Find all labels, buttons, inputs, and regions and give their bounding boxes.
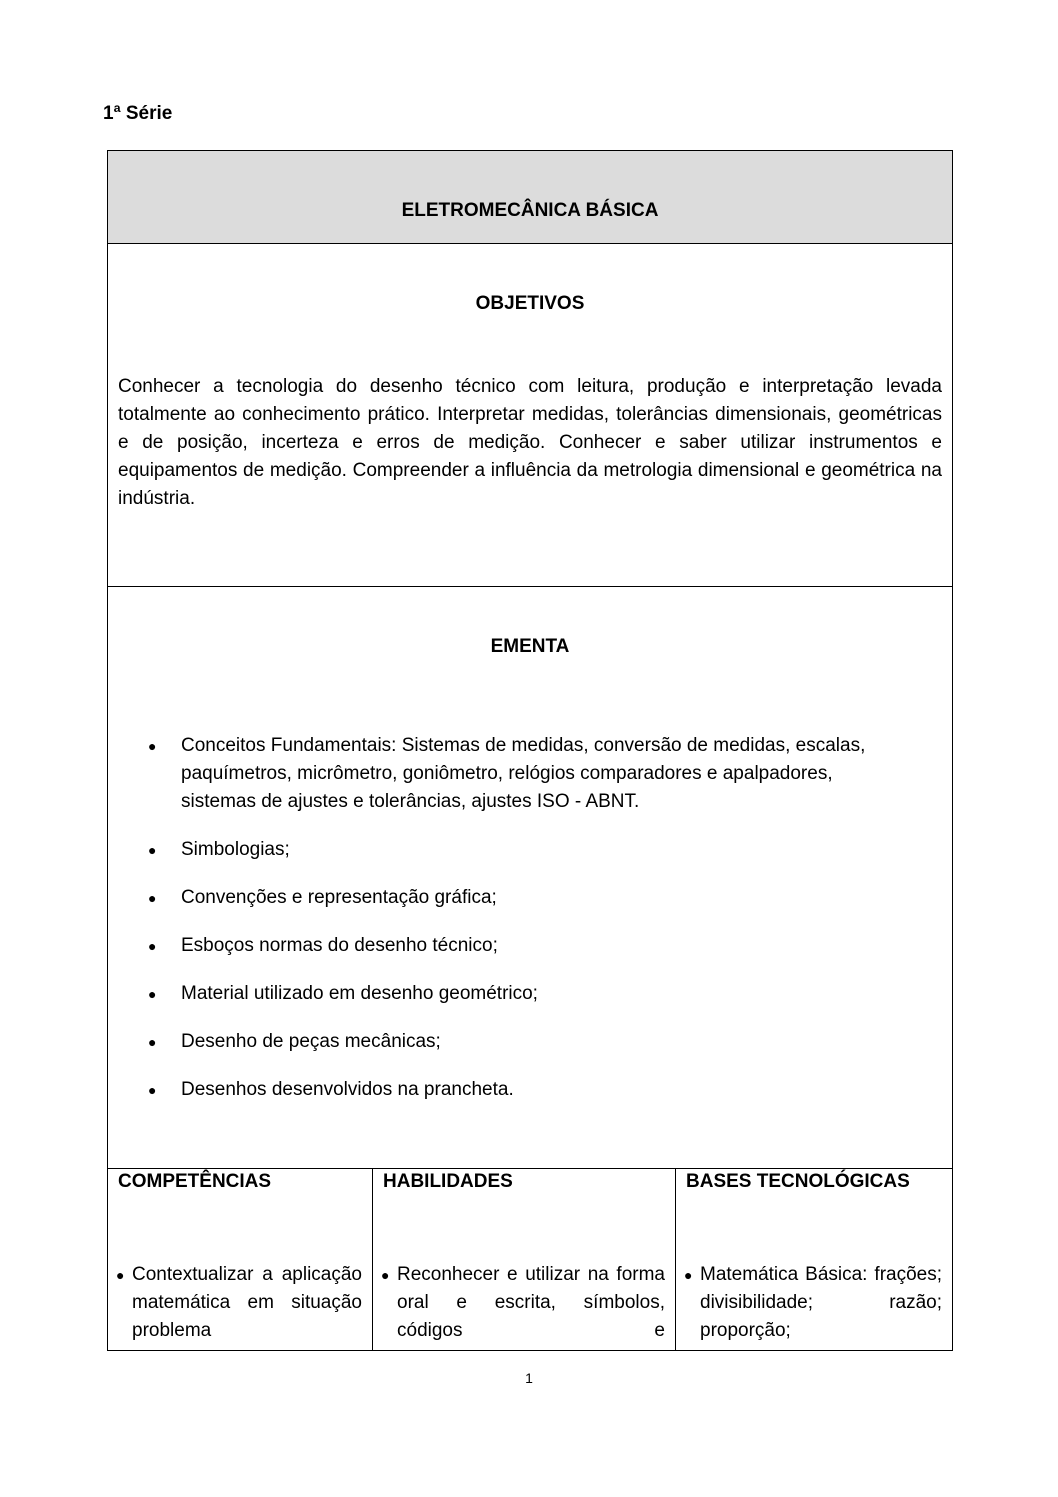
objetivos-heading: OBJETIVOS: [475, 293, 585, 315]
bullet-icon: ●: [381, 1266, 390, 1283]
bullet-icon: ●: [148, 986, 157, 1003]
bases-tecnologicas-cell: [676, 1168, 953, 1350]
competencias-cell: [108, 1168, 373, 1350]
bullet-icon: ●: [148, 842, 157, 859]
course-table: [107, 150, 953, 1351]
habilidades-item: ● Reconhecer e utilizar na forma oral e escrita, símbolos, códigos e: [383, 1261, 665, 1345]
course-title-cell: [108, 151, 953, 244]
course-title: ELETROMECÂNICA BÁSICA: [401, 200, 659, 221]
competencias-item: ● Contextualizar a aplicação matemática em situação problema: [118, 1261, 362, 1345]
list-item: ● Desenhos desenvolvidos na prancheta.: [181, 1076, 892, 1104]
bullet-icon: ●: [148, 1082, 157, 1099]
list-item: ● Conceitos Fundamentais: Sistemas de medidas, conversão de medidas, escalas, paquímetros, micrômetro, goniômetro, relógios comparadores e apalpadores, sistemas de ajustes e tolerâncias, ajustes ISO - ABNT.: [181, 732, 892, 816]
ementa-list: [108, 732, 952, 1104]
bases-tecnologicas-header: BASES TECNOLÓGICAS: [686, 1170, 910, 1192]
bullet-icon: ●: [684, 1266, 693, 1283]
list-item: ● Esboços normas do desenho técnico;: [181, 932, 892, 960]
habilidades-header: HABILIDADES: [383, 1170, 513, 1192]
list-item: ● Convenções e representação gráfica;: [181, 884, 892, 912]
list-item: ● Desenho de peças mecânicas;: [181, 1028, 892, 1056]
list-item: ● Material utilizado em desenho geométrico;: [181, 980, 892, 1008]
bullet-icon: ●: [148, 1034, 157, 1051]
habilidades-cell: [373, 1168, 676, 1350]
ementa-cell: [108, 587, 953, 1168]
objetivos-cell: [108, 244, 953, 587]
bullet-icon: ●: [148, 938, 157, 955]
list-item: ● Simbologias;: [181, 836, 892, 864]
bullet-icon: ●: [148, 738, 157, 755]
ementa-heading: EMENTA: [490, 636, 570, 658]
page-number: 1: [525, 1370, 533, 1386]
bullet-icon: ●: [116, 1266, 125, 1283]
objetivos-text: Conhecer a tecnologia do desenho técnico com leitura, produção e interpretação levada totalmente ao conhecimento prático. Interpretar medidas, tolerâncias dimensionais, geométricas e de posição, incerteza e erros de medição. Conhecer e saber utilizar instrumentos e equipamentos de medição. Compreender a influência da metrologia dimensional e geométrica na indústria.: [118, 376, 942, 510]
bullet-icon: ●: [148, 890, 157, 907]
bases-tecnologicas-item: ● Matemática Básica: frações; divisibilidade; razão; proporção;: [686, 1261, 942, 1345]
series-label: 1ª Série: [103, 103, 173, 124]
competencias-header: COMPETÊNCIAS: [118, 1170, 272, 1192]
